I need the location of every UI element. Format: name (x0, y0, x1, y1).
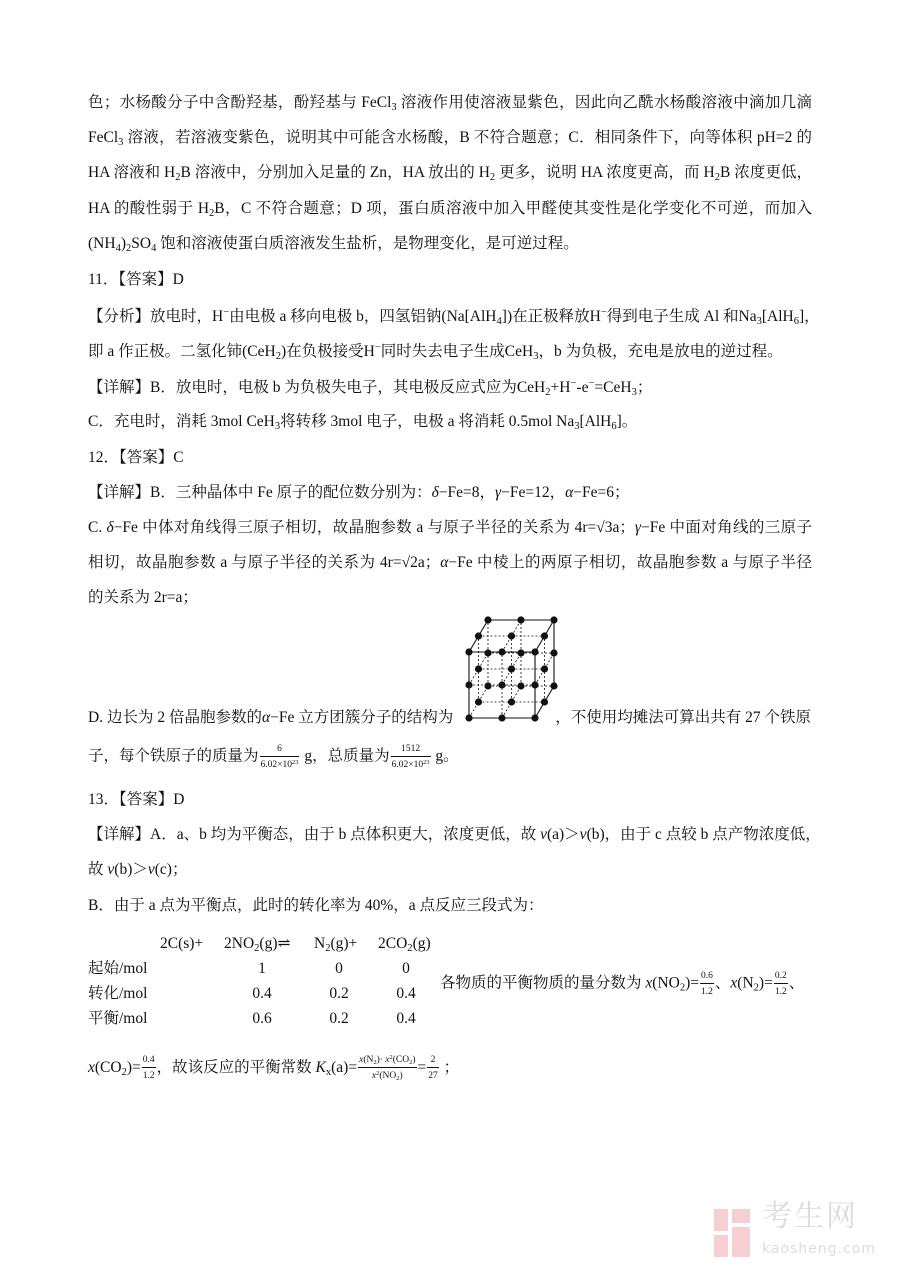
text-run: ，故该反应的平衡常数 (156, 1059, 316, 1077)
text-run: 由电极 a 移向电极 b，四氢铝钠(Na[AlH (229, 308, 497, 325)
italic-symbol: v (579, 826, 587, 843)
text-run: 6.02×10 (391, 760, 424, 770)
subscript: 3 (631, 387, 637, 398)
subscript: 4 (496, 316, 502, 327)
text-line (88, 91, 812, 115)
text-line (88, 823, 821, 847)
fe-atom (475, 632, 482, 639)
table-cell: 0.2 (329, 1010, 349, 1027)
italic-symbol: x (645, 974, 653, 992)
fe-atom (550, 649, 557, 656)
italic-symbol: v (107, 861, 115, 878)
italic-symbol: γ (634, 519, 641, 536)
italic-symbol: v (540, 826, 547, 843)
text-run: 【详解】A．a、b 均为平衡态，由于 b 点体积更大，浓度更低，故 (88, 826, 541, 843)
fe-atom (541, 632, 548, 639)
text-run: 将转移 3mol 电子，电极 a 将消耗 0.5mol Na (280, 413, 575, 430)
fe-atom (484, 616, 491, 623)
fraction (700, 970, 714, 998)
italic-symbol: δ (431, 484, 439, 501)
table-cell: 1 (258, 960, 266, 977)
text-run: C. (88, 519, 107, 536)
italic-symbol: x (385, 1055, 390, 1065)
superscript: 23 (423, 759, 430, 766)
fraction (774, 970, 788, 998)
superscript: − (223, 307, 230, 318)
text-run: 12．【答案】C (88, 449, 184, 466)
text-run: 故 (88, 861, 108, 878)
subscript: 3 (118, 137, 124, 148)
text-run: −Fe=8， (438, 484, 496, 501)
text-run: 得到电子生成 Al 和Na (606, 308, 757, 325)
text-run: 1.2 (142, 1071, 155, 1082)
text-run: 6 (277, 744, 282, 754)
table-header-n2 (314, 934, 357, 955)
text-run: )= (126, 1059, 141, 1077)
text-line (88, 232, 579, 256)
italic-symbol: α (261, 709, 271, 726)
fe-atom (498, 648, 505, 655)
text-line (88, 551, 812, 575)
subscript: 2 (545, 387, 551, 398)
denominator (774, 984, 788, 998)
text-run: )= (758, 974, 773, 992)
subscript: 2 (753, 982, 759, 994)
numerator (142, 1054, 156, 1068)
text-line (88, 410, 637, 434)
text-line (88, 894, 544, 918)
superscript: − (374, 342, 381, 353)
text-run: D. 边长为 2 倍晶胞参数的 (88, 709, 262, 726)
text-run: −Fe=12， (501, 484, 566, 501)
text-run: 6.02×10 (260, 760, 292, 770)
text-run: ]。 (616, 413, 638, 430)
denominator (391, 757, 431, 771)
text-run: B 浓度更低， (720, 164, 813, 181)
fe-atom (541, 698, 548, 705)
text-run: B，C 不符合题意；D 项，蛋白质溶液中加入甲醛使其变性是化学变化不可逆，而加入 (214, 200, 812, 217)
superscript: − (600, 307, 607, 318)
text-run: 相切，故晶胞参数 a 与原子半径的关系为 4r=√2a； (88, 554, 441, 571)
fe-atom (484, 682, 491, 689)
italic-symbol: γ (495, 484, 502, 501)
h-text: (g) (412, 935, 431, 952)
text-run: (c)； (154, 861, 188, 878)
text-run: B．由于 a 点为平衡点，此时的转化率为 40%，a 点反应三段式为： (88, 897, 544, 914)
text-run: g。 (431, 747, 459, 765)
h-sub: 2 (407, 943, 413, 954)
denominator (260, 757, 300, 771)
table-cell: 0.4 (396, 985, 416, 1002)
fe-atom (541, 665, 548, 672)
subscript: 2 (175, 172, 181, 183)
text-line (88, 1054, 460, 1083)
text-run: ，b 为负极，充电是放电的逆过程。 (538, 343, 783, 360)
fraction (142, 1054, 156, 1082)
table-cell: 0 (335, 960, 343, 977)
text-run: (N (363, 1055, 374, 1065)
fe-atom (517, 682, 524, 689)
text-run: [AlH (761, 308, 794, 325)
fe-atom (465, 714, 472, 721)
text-line (88, 126, 812, 150)
fe-atom (550, 616, 557, 623)
text-run: 27 (428, 1071, 438, 1082)
kaosheng-logo-icon (712, 1205, 756, 1261)
text-run: (CO (94, 1059, 122, 1077)
text-run: 11．【答案】D (88, 271, 184, 288)
text-run: ； (636, 379, 653, 396)
denominator (700, 984, 714, 998)
text-run: )· (376, 1055, 386, 1065)
fe-atom (517, 616, 524, 623)
text-run: 【分析】放电时，H (88, 308, 224, 325)
text-run: 更多，说明 HA 浓度更高，而 H (495, 164, 715, 181)
text-line (88, 446, 184, 470)
superscript: 2 (376, 1070, 380, 1078)
numerator (260, 743, 300, 757)
subscript: 2 (373, 1059, 377, 1066)
text-run: 1512 (401, 744, 421, 754)
numerator (700, 970, 714, 984)
numerator (427, 1054, 439, 1068)
text-line (88, 376, 652, 400)
denominator (358, 1068, 416, 1082)
text-line (440, 970, 805, 997)
text-run: C．充电时，消耗 3mol CeH (88, 413, 275, 430)
text-line (88, 858, 187, 882)
fraction (427, 1054, 439, 1082)
text-run: 0.2 (774, 971, 787, 981)
subscript: 3 (391, 102, 397, 113)
text-run: )在负极接受H (280, 343, 375, 360)
text-run: )= (685, 974, 700, 992)
italic-symbol: x (88, 1059, 95, 1077)
fe-atom (465, 681, 472, 688)
text-run: (N (737, 974, 754, 992)
text-run: = (417, 1059, 427, 1077)
fe-atom (484, 649, 491, 656)
text-run: 、 (714, 974, 731, 992)
subscript: 2 (679, 982, 686, 994)
text-run: -e (576, 379, 589, 396)
fe-atom (531, 648, 538, 655)
fe-atom (498, 681, 505, 688)
text-run: 溶液作用使溶液显紫色，因此向乙酰水杨酸溶液中滴加几滴 (396, 94, 812, 111)
fe-atom (475, 665, 482, 672)
text-run: ) (412, 1055, 416, 1065)
table-header-co2 (378, 934, 431, 955)
subscript: 4 (151, 243, 157, 254)
text-line (88, 481, 630, 505)
numerator (358, 1054, 416, 1068)
denominator (427, 1068, 439, 1082)
h-sub: 2 (254, 943, 260, 954)
table-row-label: 转化/mol (88, 985, 148, 1002)
text-line (88, 586, 198, 610)
text-line (88, 706, 811, 730)
h-sub: 2 (325, 943, 331, 954)
text-run: HA 的酸性弱于 H (88, 200, 210, 217)
text-run: +H (550, 379, 571, 396)
text-run: 0.6 (701, 971, 713, 981)
numerator (391, 743, 431, 757)
subscript: 2 (396, 1075, 400, 1083)
text-run: −Fe=6； (573, 484, 630, 501)
text-run: HA 溶液和 H (88, 164, 176, 181)
text-run: −Fe 中体对角线得三原子相切，故晶胞参数 a 与原子半径的关系为 4r=√3a； (113, 519, 635, 536)
text-run: −Fe 中面对角线的三原子 (640, 519, 812, 536)
text-run: g，总质量为 (300, 747, 390, 765)
text-run: ]， (798, 308, 820, 325)
fe-atom (531, 714, 538, 721)
numerator (774, 970, 788, 984)
text-run: 【详解】B．三种晶体中 Fe 原子的配位数分别为： (88, 484, 432, 501)
fe-atom (508, 698, 515, 705)
text-run: 饱和溶液使蛋白质溶液发生盐析，是物理变化，是可逆过程。 (156, 235, 579, 252)
h-text: (g)+ (330, 935, 358, 952)
text-run: 同时失去电子生成CeH (380, 343, 534, 360)
text-run: 13．【答案】D (88, 791, 185, 808)
table-row-label: 起始/mol (88, 960, 148, 977)
h-text: 2CO (378, 935, 408, 952)
text-run: SO (131, 235, 152, 252)
watermark-cn: 考生网 (762, 1199, 858, 1234)
text-run: (a)＞ (546, 826, 580, 843)
table-header-c: 2C(s)+ (160, 935, 204, 952)
h-text: N (314, 935, 326, 952)
text-run: (b)，由于 c 点较 b 点产物浓度低， (586, 826, 821, 843)
text-run: 各物质的平衡物质的量分数为 (440, 974, 646, 992)
text-run: ，不使用均摊法可算出共有 27 个铁原 (555, 709, 811, 726)
fraction (391, 743, 431, 771)
text-run: (NH (88, 235, 116, 252)
text-run: 【详解】B．放电时，电极 b 为负极失电子，其电极反应式应为CeH (88, 379, 546, 396)
fe-atom (465, 648, 472, 655)
superscript: 2 (389, 1054, 393, 1061)
kaosheng-watermark (712, 1199, 900, 1265)
italic-symbol: α (565, 484, 574, 501)
text-line (88, 516, 812, 540)
subscript: x (325, 1067, 332, 1079)
text-line (88, 788, 184, 812)
text-run: (NO (652, 974, 680, 992)
h-text: (g)⇌ (259, 935, 291, 952)
subscript: 6 (611, 421, 617, 432)
text-run: ])在正极释放H (501, 308, 601, 325)
text-line (88, 743, 459, 770)
fe-atom (508, 632, 515, 639)
fe-atom (517, 649, 524, 656)
italic-symbol: x (730, 974, 738, 992)
subscript: 3 (533, 351, 539, 362)
text-line (88, 340, 783, 364)
italic-symbol: K (315, 1059, 326, 1077)
text-run: 2 (430, 1055, 436, 1066)
text-run: −Fe 立方团簇分子的结构为 (270, 709, 454, 726)
subscript: 3 (574, 421, 580, 432)
text-run: ) (120, 235, 126, 252)
alpha-fe-cluster-diagram (455, 612, 565, 724)
denominator (142, 1068, 156, 1082)
fraction (260, 743, 300, 771)
text-run: 的关系为 2r=a； (88, 589, 198, 606)
table-row-label: 平衡/mol (88, 1010, 148, 1027)
table-cell: 0.4 (396, 1010, 416, 1027)
superscript: − (588, 378, 595, 389)
subscript: 2 (714, 172, 721, 183)
italic-symbol: x (371, 1071, 377, 1082)
text-line (88, 197, 812, 221)
text-run: FeCl (88, 129, 119, 146)
subscript: 2 (489, 172, 496, 183)
text-run: ； (439, 1059, 460, 1077)
text-line (88, 161, 812, 185)
text-line (88, 268, 184, 292)
italic-symbol: v (147, 861, 155, 878)
subscript: 6 (793, 316, 799, 327)
text-run: 色；水杨酸分子中含酚羟基，酚羟基与 FeCl (88, 94, 392, 111)
subscript: 2 (121, 1067, 127, 1079)
subscript: 3 (756, 316, 762, 327)
text-run: ) (399, 1071, 403, 1082)
text-run: −Fe 中棱上的两原子相切，故晶胞参数 a 与原子半径 (448, 554, 813, 571)
text-run: (NO (379, 1071, 397, 1082)
fe-atom (498, 714, 505, 721)
subscript: 2 (209, 208, 215, 219)
watermark-en: kaosheng.com (762, 1241, 876, 1257)
subscript: 2 (275, 351, 281, 362)
text-run: [AlH (579, 413, 612, 430)
text-run: 子，每个铁原子的质量为 (88, 747, 259, 765)
h-text: 2NO (224, 935, 255, 952)
table-cell: 0.6 (252, 1010, 272, 1027)
text-run: =CeH (594, 379, 632, 396)
table-cell: 0 (402, 960, 410, 977)
text-run: B 溶液中，分别加入足量的 Zn，HA 放出的 H (180, 164, 490, 181)
fe-atom (550, 682, 557, 689)
italic-symbol: x (359, 1055, 364, 1065)
fraction (358, 1054, 416, 1083)
text-run: (a)= (331, 1059, 358, 1077)
table-header-no2 (224, 934, 290, 955)
text-run: (CO (392, 1055, 410, 1065)
italic-symbol: α (440, 554, 449, 571)
superscript: − (570, 378, 577, 389)
text-run: 溶液，若溶液变紫色，说明其中可能含水杨酸，B 不符合题意；C．相同条件下，向等体积 pH=2 的 (123, 129, 812, 146)
fe-atom (508, 665, 515, 672)
subscript: 2 (126, 243, 132, 254)
fe-atom (531, 681, 538, 688)
text-run: 、 (788, 974, 805, 992)
text-run: 1.2 (701, 987, 713, 997)
subscript: 2 (409, 1059, 413, 1066)
text-run: 0.4 (142, 1055, 155, 1066)
table-cell: 0.4 (252, 985, 272, 1002)
text-run: (b)＞ (114, 861, 148, 878)
table-cell: 0.2 (329, 985, 349, 1002)
subscript: 3 (274, 421, 281, 432)
text-run: 即 a 作正极。二氢化铈(CeH (88, 343, 276, 360)
fe-atom (475, 698, 482, 705)
superscript: 23 (292, 759, 299, 766)
text-line (88, 305, 820, 329)
subscript: 4 (115, 243, 121, 254)
text-run: 1.2 (774, 987, 787, 997)
italic-symbol: δ (106, 519, 114, 536)
